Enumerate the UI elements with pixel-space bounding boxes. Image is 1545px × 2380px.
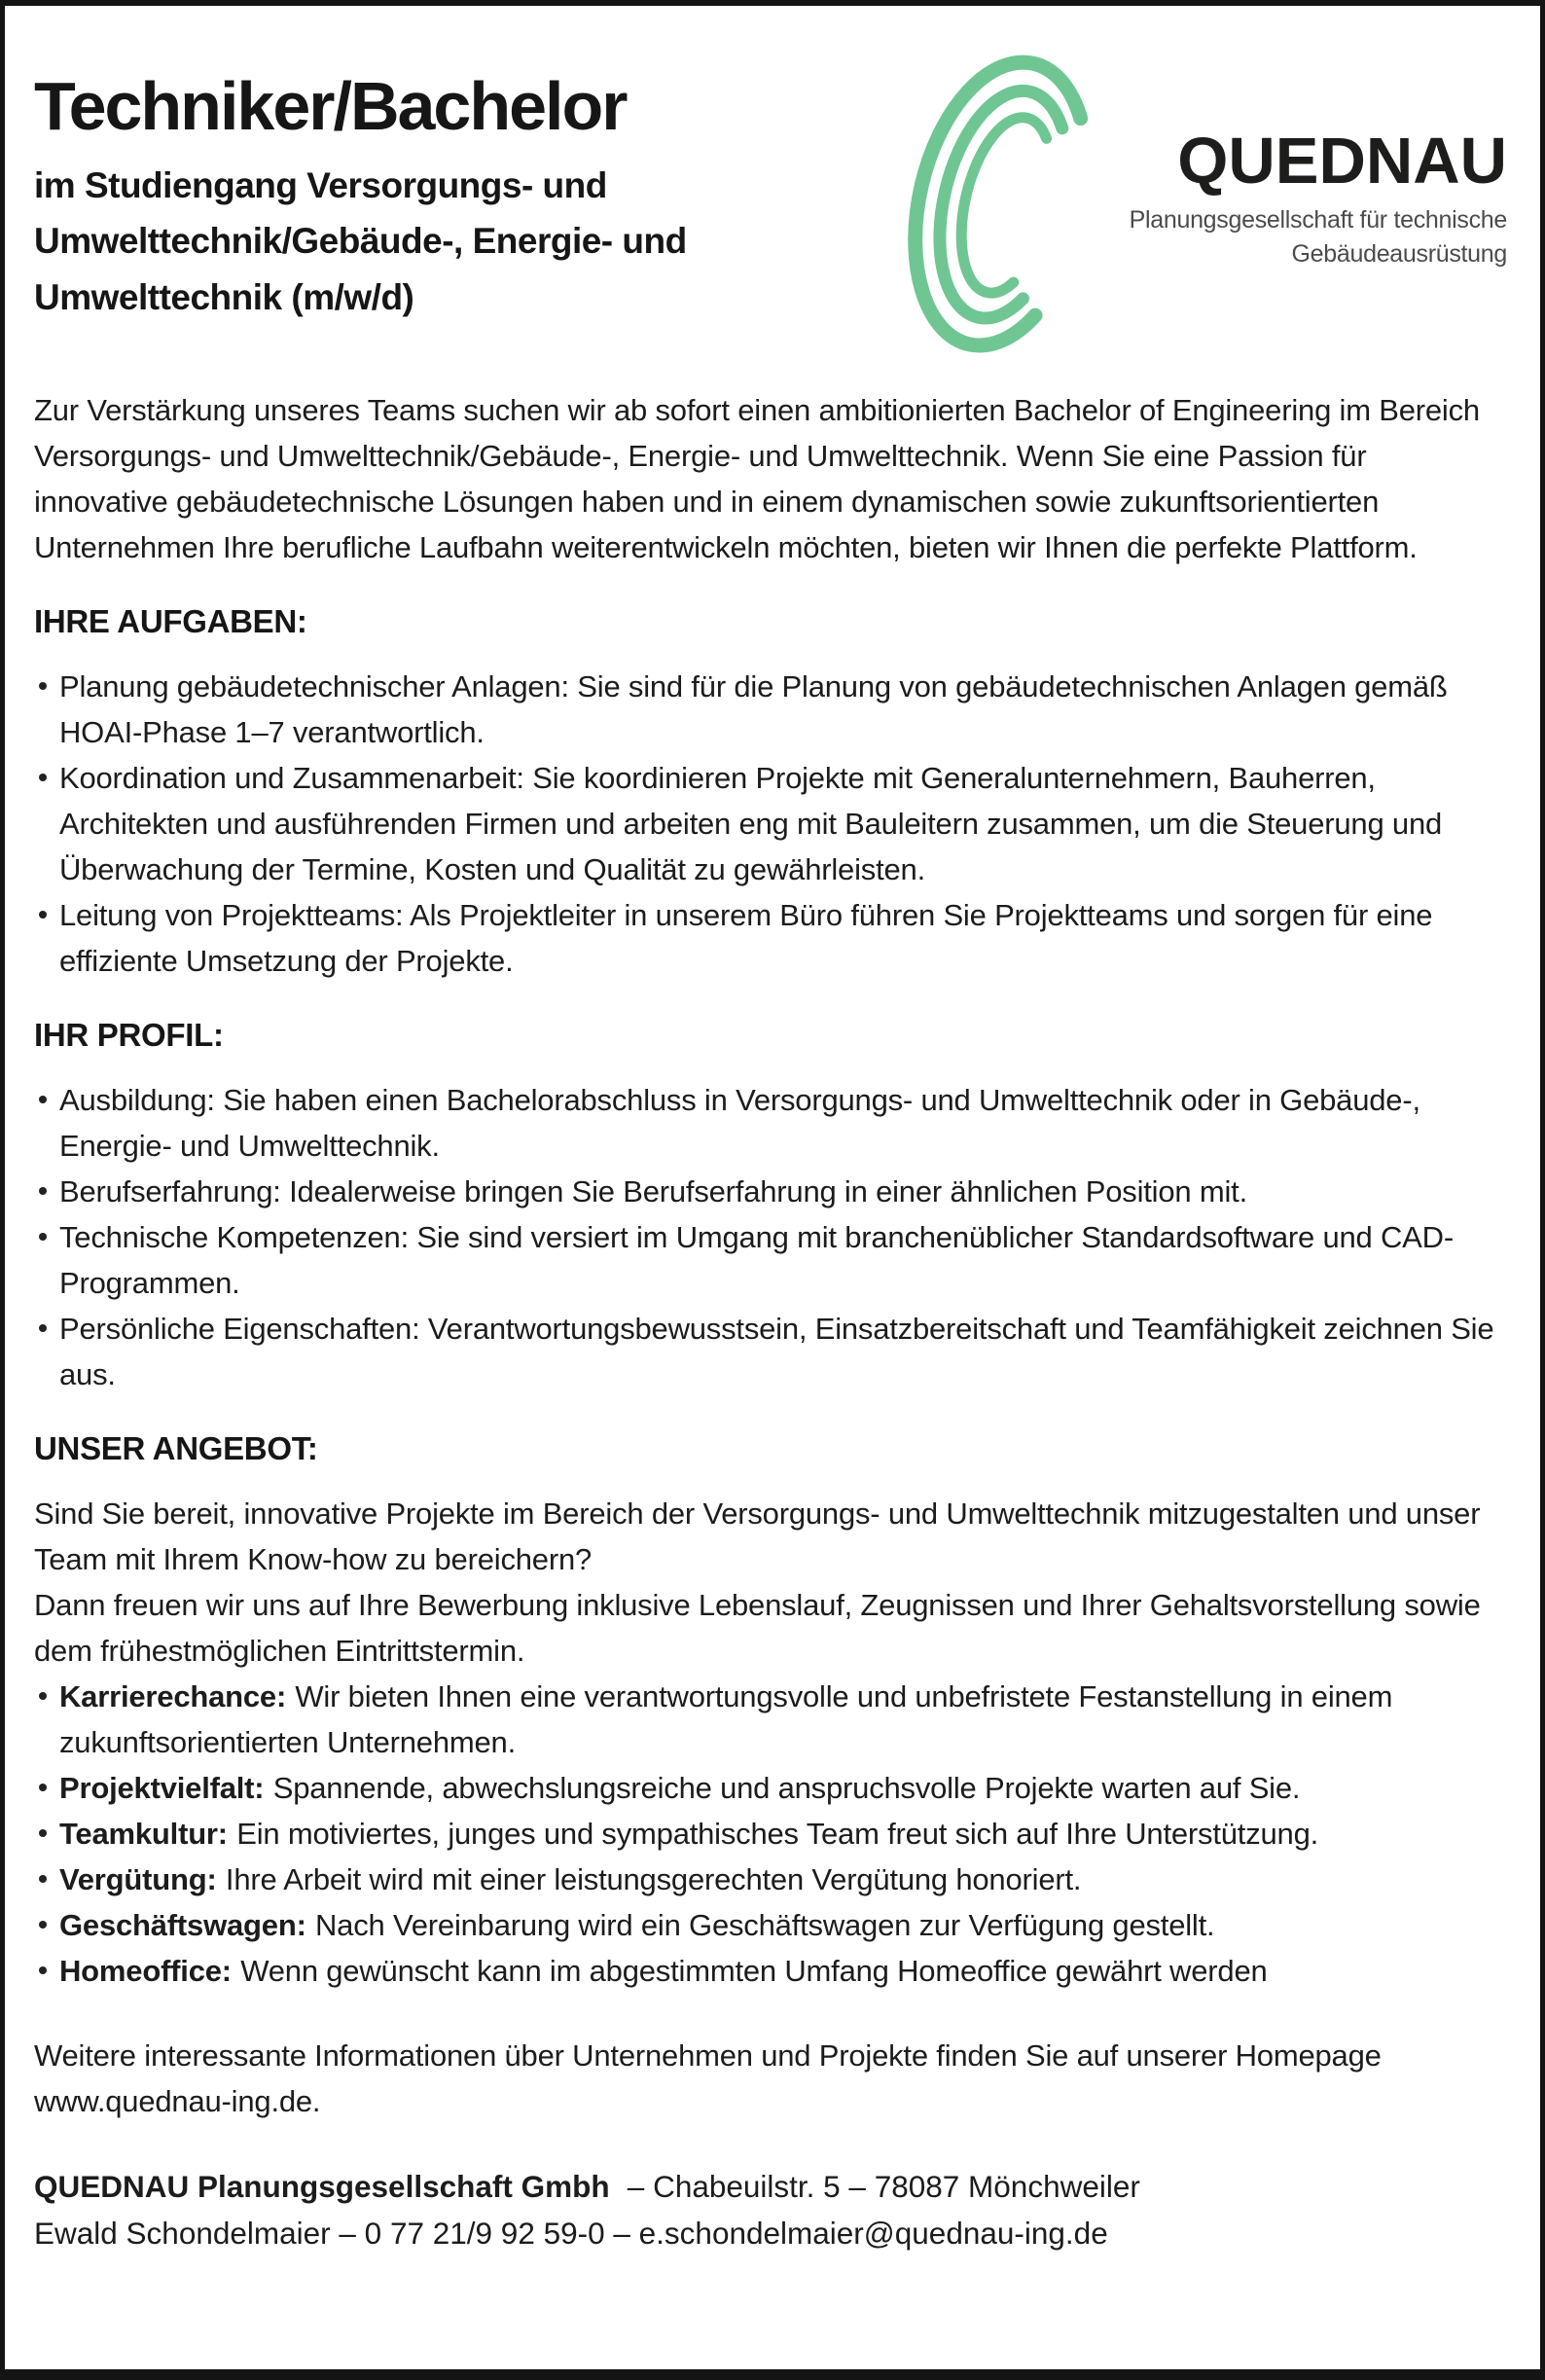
job-title-block — [34, 45, 687, 325]
bullet-text: Ein motiviertes, junges und sympathisches Team freut sich auf Ihre Unterstützung. — [236, 1817, 1319, 1851]
list-item — [34, 1811, 1507, 1857]
bullet-lead: Karrierechance: — [59, 1679, 287, 1713]
bullet-lead: Homeoffice: — [59, 1954, 232, 1988]
section-heading-aufgaben: IHRE AUFGABEN: — [34, 603, 307, 639]
profil-list — [34, 1077, 1507, 1397]
company-contact — [34, 2163, 1507, 2210]
list-item — [34, 664, 1507, 755]
company-contact-block — [34, 2163, 1507, 2256]
job-subtitle-line: im Studiengang Versorgungs- und — [34, 165, 607, 205]
company-name: QUEDNAU Planungsgesellschaft Gmbh — [34, 2169, 610, 2204]
intro-paragraph: Zur Verstärkung unseres Teams suchen wir ab sofort einen ambitionierten Bachelor of Engineering im Bereich Versorgungs- und Umwelttechnik/Gebäude-, Energie- und Umwelttechnik. Wenn Sie eine Passion für innovative gebäudetechnische Lösungen haben und in einem dynamischen sowie zukunftsorientierten Unternehmen Ihre berufliche Laufbahn weiterentwickeln möchten, bieten wir Ihnen die perfekte Plattform. — [34, 393, 1480, 564]
job-subtitle — [34, 158, 687, 325]
bullet-text: Spannende, abwechslungsreiche und anspruchsvolle Projekte warten auf Sie. — [272, 1771, 1301, 1805]
bullet-lead: Teamkultur: — [59, 1817, 228, 1851]
homepage-note: Weitere interessante Informationen über Unternehmen und Projekte finden Sie auf unserer Homepage www.quednau-ing.de. — [34, 2038, 1382, 2118]
job-subtitle-line: Umwelttechnik (m/w/d) — [34, 276, 414, 317]
aufgaben-list — [34, 664, 1507, 984]
bullet-lead: Geschäftswagen: — [59, 1908, 306, 1942]
bullet-text: Wir bieten Ihnen eine verantwortungsvolle und unbefristete Festanstellung in einem zukunftsorientierten Unternehmen. — [59, 1679, 1393, 1759]
list-item — [34, 1169, 1507, 1214]
list-item — [34, 892, 1507, 984]
list-item — [34, 1306, 1507, 1397]
logo-tagline — [1058, 203, 1507, 270]
bullet-lead: Projektvielfalt: — [59, 1771, 265, 1805]
list-item — [34, 1765, 1507, 1811]
list-item — [34, 1214, 1507, 1306]
angebot-intro-paragraph-2: Dann freuen wir uns auf Ihre Bewerbung inklusive Lebenslauf, Zeugnissen und Ihrer Gehaltsvorstellung sowie dem frühestmöglichen Eintrittstermin. — [34, 1588, 1481, 1668]
job-subtitle-line: Umwelttechnik/Gebäude-, Energie- und — [34, 221, 687, 262]
section-heading-angebot: UNSER ANGEBOT: — [34, 1430, 318, 1466]
list-item — [34, 1077, 1507, 1169]
logo-tagline-line: Gebäudeausrüstung — [1291, 239, 1507, 268]
list-item — [34, 1902, 1507, 1948]
company-logo — [904, 45, 1507, 362]
bullet-text: Leitung von Projektteams: Als Projektleiter in unserem Büro führen Sie Projektteams und sorgen für eine effiziente Umsetzung der Projekte. — [59, 898, 1433, 978]
bullet-text: Ausbildung: Sie haben einen Bachelorabschluss in Versorgungs- und Umwelttechnik oder in Gebäude-, Energie- und Umwelttechnik. — [59, 1083, 1420, 1163]
list-item — [34, 1857, 1507, 1902]
company-address: – Chabeuilstr. 5 – 78087 Mönchweiler — [619, 2169, 1140, 2204]
angebot-intro-paragraph-1: Sind Sie bereit, innovative Projekte im Bereich der Versorgungs- und Umwelttechnik mitzugestalten und unser Team mit Ihrem Know-how zu bereichern? — [34, 1497, 1481, 1576]
angebot-list — [34, 1674, 1507, 1994]
list-item — [34, 1674, 1507, 1765]
section-heading-profil: IHR PROFIL: — [34, 1017, 224, 1053]
bullet-text: Planung gebäudetechnischer Anlagen: Sie sind für die Planung von gebäudetechnischen Anlagen gemäß HOAI-Phase 1–7 verantwortlich. — [59, 669, 1448, 749]
bullet-text: Nach Vereinbarung wird ein Geschäftswagen zur Verfügung gestellt. — [315, 1908, 1215, 1942]
bullet-text: Technische Kompetenzen: Sie sind versiert im Umgang mit branchenüblicher Standardsoftware und CAD-Programmen. — [59, 1220, 1454, 1300]
bullet-text: Berufserfahrung: Idealerweise bringen Sie Berufserfahrung in einer ähnlichen Position mit. — [59, 1174, 1247, 1208]
bullet-text: Persönliche Eigenschaften: Verantwortungsbewusstsein, Einsatzbereitschaft und Teamfähigkeit zeichnen Sie aus. — [59, 1312, 1494, 1391]
logo-text-block — [1058, 49, 1507, 270]
bullet-lead: Vergütung: — [59, 1862, 217, 1896]
list-item — [34, 1948, 1507, 1994]
page-title: Techniker/Bachelor — [34, 68, 627, 144]
header — [34, 45, 1507, 362]
bullet-text: Ihre Arbeit wird mit einer leistungsgerechten Vergütung honoriert. — [225, 1862, 1082, 1896]
logo-tagline-line: Planungsgesellschaft für technische — [1129, 206, 1507, 234]
bullet-text: Wenn gewünscht kann im abgestimmten Umfang Homeoffice gewährt werden — [240, 1954, 1268, 1988]
logo-brand: QUEDNAU — [1177, 125, 1507, 198]
list-item — [34, 755, 1507, 892]
bullet-text: Koordination und Zusammenarbeit: Sie koordinieren Projekte mit Generalunternehmern, Bauherren, Architekten und ausführenden Firmen und arbeiten eng mit Bauleitern zusammen, um die Steuerung und Überwachung der Termine, Kosten und Qualität zu gewährleisten. — [59, 761, 1443, 886]
contact-person: Ewald Schondelmaier – 0 77 21/9 92 59-0 – e.schondelmaier@quednau-ing.de — [34, 2216, 1108, 2251]
